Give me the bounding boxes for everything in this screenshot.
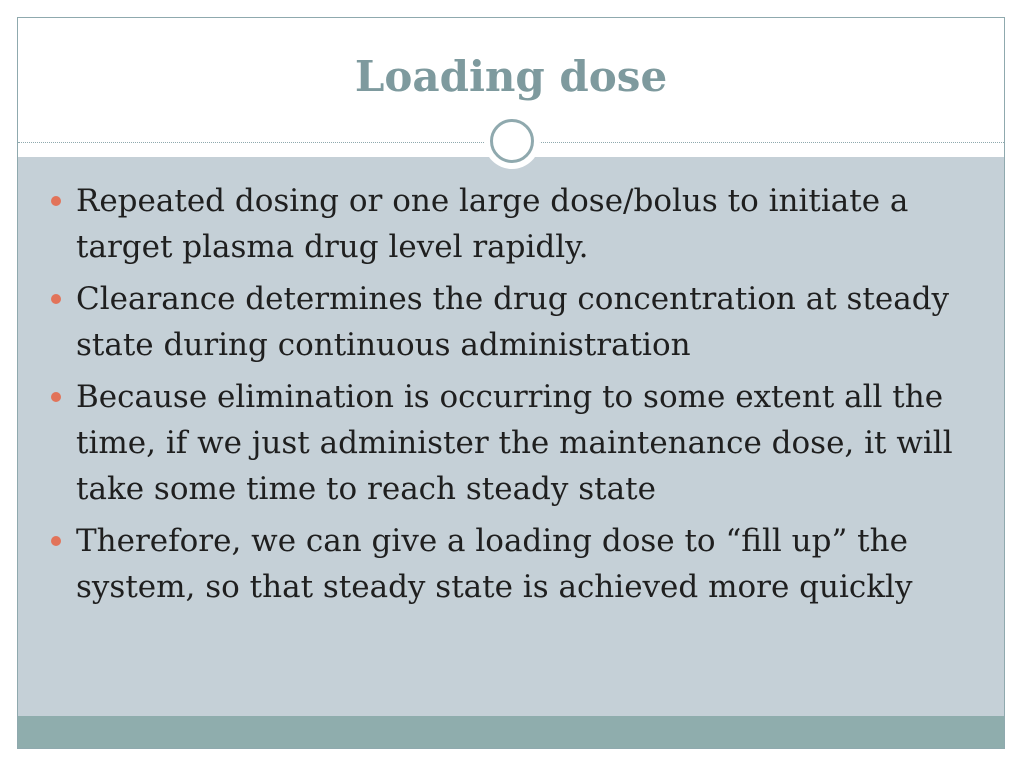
bullet-item (18, 518, 1004, 610)
bullet-text: Therefore, we can give a loading dose to “fill up” the system, so that steady state is achieved more quickly (76, 523, 913, 605)
ring-icon (490, 119, 534, 163)
bullet-icon (51, 536, 61, 546)
bullet-text: Repeated dosing or one large dose/bolus to initiate a target plasma drug level rapidly. (76, 183, 909, 265)
circle-ornament-icon (484, 113, 540, 169)
bullet-item (18, 276, 1004, 368)
bullet-item (18, 374, 1004, 512)
slide-title: Loading dose (354, 52, 668, 101)
bullet-icon (51, 196, 61, 206)
slide (17, 17, 1005, 749)
bullet-item (18, 178, 1004, 270)
bullet-icon (51, 294, 61, 304)
bullet-text: Because elimination is occurring to some extent all the time, if we just administer the maintenance dose, it will take some time to reach steady state (76, 379, 953, 507)
bullet-icon (51, 392, 61, 402)
footer-band (18, 716, 1004, 749)
bullet-list (18, 178, 1004, 616)
bullet-text: Clearance determines the drug concentration at steady state during continuous administration (76, 281, 950, 363)
